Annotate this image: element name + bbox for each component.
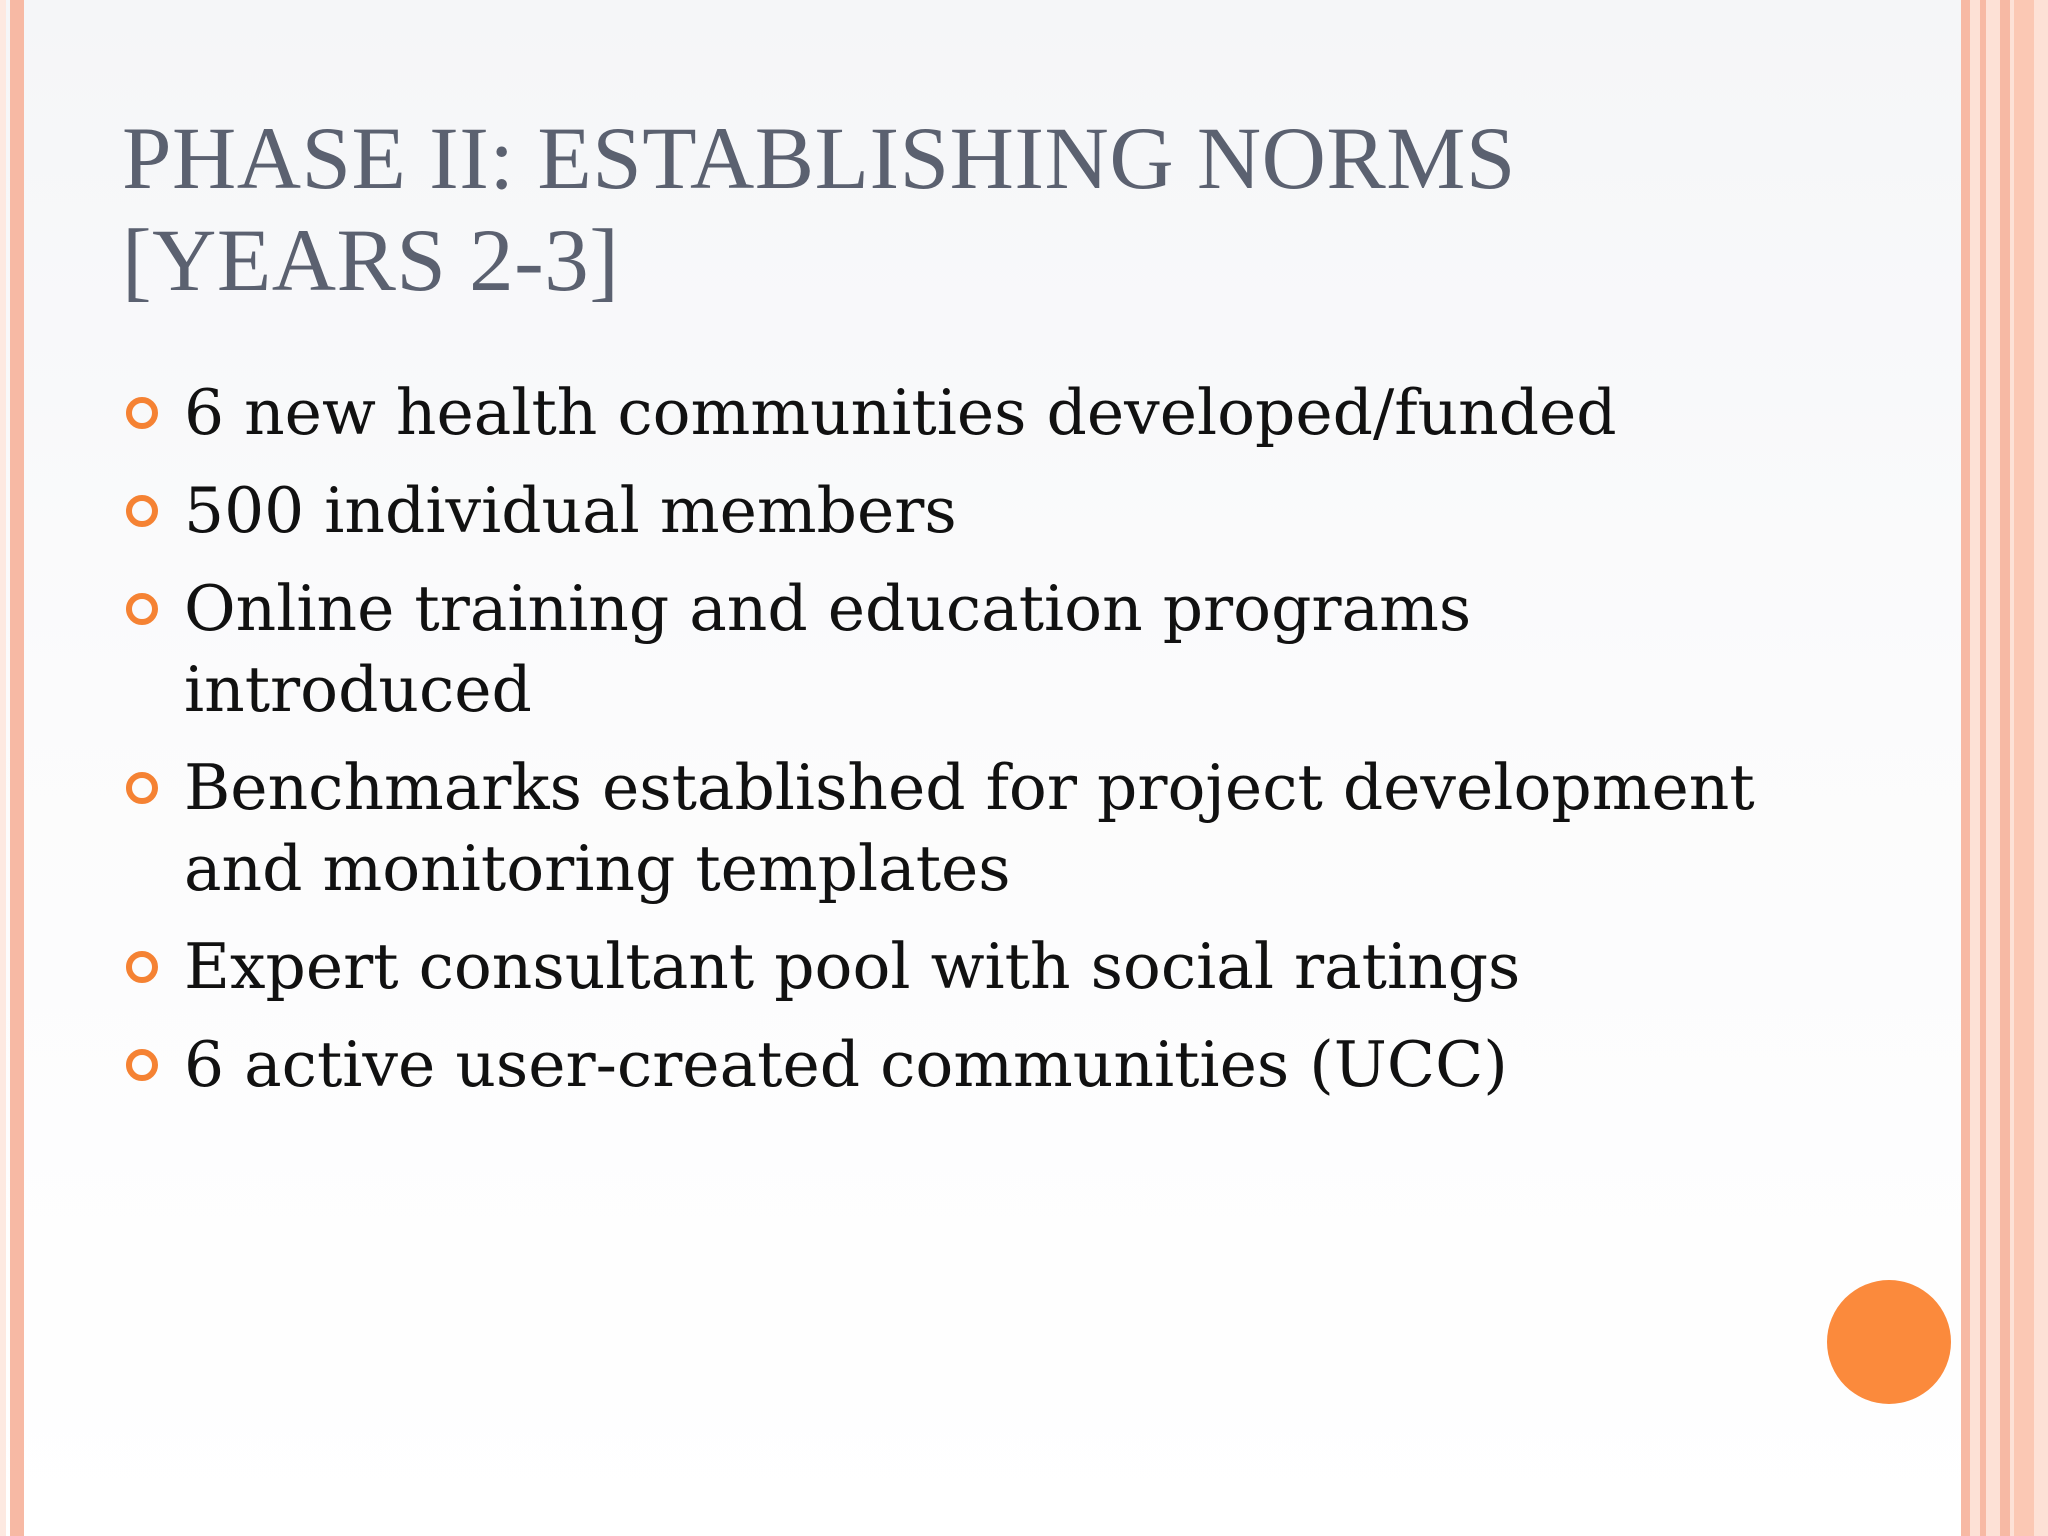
bullet-circle-icon: [126, 1049, 158, 1081]
bullet-text: 6 active user-created communities (UCC): [184, 1028, 1508, 1101]
bullet-item: [126, 470, 1826, 551]
left-border-stripe: [0, 0, 6, 1536]
right-border-stripe: [1961, 0, 1970, 1536]
bullet-circle-icon: [126, 593, 158, 625]
bullet-list: [126, 372, 1826, 1122]
right-border-stripe: [1986, 0, 2000, 1536]
right-border-stripe: [2014, 0, 2034, 1536]
bullet-circle-icon: [126, 951, 158, 983]
right-border-stripe: [1970, 0, 1980, 1536]
slide-title: [122, 108, 1842, 312]
bullet-item: [126, 568, 1826, 730]
bullet-text: 6 new health communities developed/funded: [184, 376, 1617, 449]
bullet-circle-icon: [126, 495, 158, 527]
slide-title-line: PHASE II: ESTABLISHING NORMS: [122, 110, 1516, 208]
bullet-item: [126, 1024, 1826, 1105]
right-border-stripe: [2034, 0, 2048, 1536]
bullet-text: 500 individual members: [184, 474, 957, 547]
left-border-stripe: [10, 0, 24, 1536]
bullet-item: [126, 926, 1826, 1007]
bullet-text: Expert consultant pool with social ratings: [184, 930, 1521, 1003]
bullet-item: [126, 747, 1826, 909]
bullet-text: Benchmarks established for project development and monitoring templates: [184, 751, 1755, 905]
slide-title-line: [YEARS 2-3]: [122, 212, 620, 310]
bullet-item: [126, 372, 1826, 453]
right-border-stripe: [2000, 0, 2010, 1536]
decorative-orange-circle: [1827, 1280, 1951, 1404]
bullet-text: Online training and education programs introduced: [184, 572, 1472, 726]
bullet-circle-icon: [126, 397, 158, 429]
bullet-circle-icon: [126, 772, 158, 804]
